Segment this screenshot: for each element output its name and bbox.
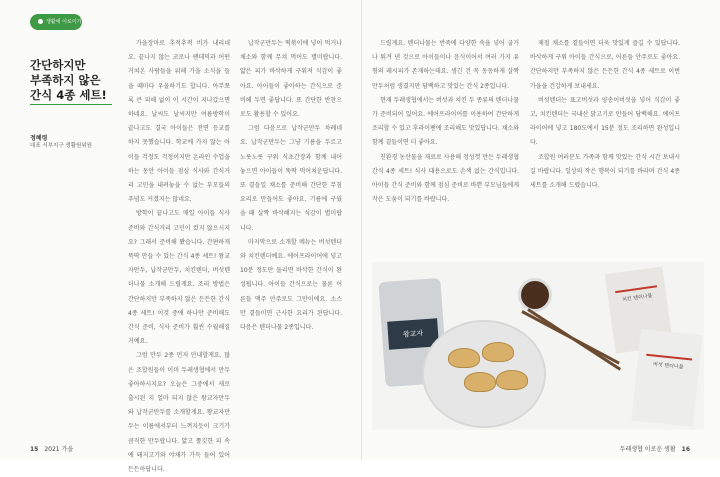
title-line-2: 부족하지 않은 xyxy=(30,73,101,87)
paragraph: 버섯텐더는 표고버섯과 양송이버섯을 넣어 식감이 좋고, 치킨텐더는 국내산 닭고기로 만들어 담백해요. 에어프라이어에 넣고 180도에서 15분 정도 조리하면 완성입니다. xyxy=(530,96,680,147)
page-number: 16 xyxy=(681,446,690,453)
article-title xyxy=(30,58,110,103)
dumpling xyxy=(448,348,480,368)
folio-left xyxy=(30,444,73,453)
page-gutter xyxy=(361,0,362,460)
sauce-bowl xyxy=(518,278,552,312)
bullet-icon xyxy=(38,19,43,24)
paragraph: 방학이 끝나고도 매일 아이들 식사 준비와 간식거리 고민이 컸지 않으시지요? 그래서 준비해 봤습니다. 간편하게 뚝딱 만들 수 있는 간식 4종 세트! 왕교자만두, 납작군만두, 치킨텐더, 버섯텐더나물 소개해 드릴게요. 조리 방법은 간단하지만 부족하지 않은 든든한 간식 4종 세트! 이것 중에 하나만 준비해도 간식 준비, 식사 준비가 훨씬 수월해질 거예요. xyxy=(128,210,230,346)
paragraph: 그럼 다음으로 납작군만두 차례네요. 납작군만두는 그냥 기름을 두르고 노릇노릇 구워 식초간장과 함께 내어 놓으면 아이들이 뚝딱 먹어치운답니다. 또 곁들일 채소를 준비해 간단한 무침 요리로 만들어도 좋아요. 기름에 구웠을 때 살짝 바삭해지는 식감이 별미랍니다. xyxy=(240,125,342,232)
paragraph: 가을장마로 추적추적 비가 내리네요. 끝나지 않는 코로나 팬데믹과 어떤 거쳐온 사람들을 위해 가을 소식을 들을 때마다 우울하기도 합니다. 아무쪼록 큰 피해 없이 이 시간이 지나갔으면 하네요. 날씨도 날씨지만 여름방학이 끝나고도 결국 아이들은 전면 등교를 하지 못했습니다. 학교에 가지 않는 아이들 걱정도 걱정이지만 온라인 수업을 하는 동안 아이들 점심 식사와 간식거리 고민을 내려놓을 수 없는 부모들의 푸념도 커졌지는 않네요. xyxy=(128,40,230,204)
folio-right xyxy=(620,444,690,453)
title-underline xyxy=(30,104,112,105)
mushroom-tender-package xyxy=(631,329,702,427)
paragraph: 조합원 여러분도 가족과 함께 맛있는 간식 시간 보내시길 바랍니다. 일상의 작은 행복이 되기를 바라며 간식 4종 세트를 소개해 드렸습니다. xyxy=(530,153,680,190)
brand-label: 두레생협 이로운 생활 xyxy=(619,446,676,453)
product-photo xyxy=(372,262,704,430)
page-number: 15 xyxy=(30,446,39,453)
paragraph: 그럼 만두 2종 먼저 안내할게요. 많은 조합원들이 이미 두레생협에서 만두 좋아하시지요? 오늘은 그중에서 새로 출시된 지 얼마 되지 않은 왕교자만두와 납작군만두를 소개할게요. 왕교자만두는 이름에서부터 느껴지듯이 크기가 큼직한 만두랍니다. 얇고 쫄깃한 피 속에 돼지고기와 야채가 가득 들어 있어 든든하답니다. xyxy=(128,352,230,474)
section-label: 생활에 이로이기 xyxy=(46,19,82,25)
body-column-2 xyxy=(240,37,342,435)
package-label: 버섯 텐더나물 xyxy=(645,354,693,377)
dumpling xyxy=(482,342,514,362)
paragraph: 마지막으로 소개할 메뉴는 버섯텐더와 치킨텐더예요. 에어프라이어에 넣고 10분 정도만 돌리면 바삭한 간식이 완성됩니다. 아이들 간식으로는 물론 어른들 맥주 안주로도 그만이에요. 소스만 곁들이면 근사한 요리가 된답니다. 다음은 텐더나물 2종입니다. xyxy=(240,238,342,332)
author-name: 정혜령 xyxy=(30,135,48,142)
package-label: 치킨 텐더나물 xyxy=(615,285,659,309)
author-org: 대표 서부지구 생활원위원 xyxy=(30,143,92,149)
body-column-3 xyxy=(372,37,519,253)
dumpling xyxy=(464,372,496,392)
paragraph: 드릴게요. 텐더나물는 반죽에 다양한 속을 넣어 굽거나 튀겨 낸 것으로 아이들이나 음식이어서 여러 가지 유형의 레시피가 존재하는데요. 생긴 건 꼭 동동하게 살짝 만두처럼 생겼지만 담백하고 맛있는 간식 2종입니다. xyxy=(372,40,519,90)
issue-label: 2021 가을 xyxy=(44,446,74,453)
title-line-3: 간식 4종 세트! xyxy=(30,88,107,102)
body-column-1 xyxy=(128,37,230,474)
title-line-1: 간단하지만 xyxy=(30,58,86,72)
paragraph: 친환경 농산물을 재료로 사용해 정성껏 만든 두레생협 간식 4종 세트! 식사 대용으로도 손색 없는 간식입니다. 아이들 간식 준비와 함께 점심 준비로 바쁜 부모님들에게 작은 도움이 되기를 바랍니다. xyxy=(372,153,519,204)
paragraph: 제철 채소를 곁들이면 더욱 맛있게 즐길 수 있답니다. 바삭하게 구워 아이들 간식으로, 어른들 안주로도 좋아요. 간단하지만 부족하지 않은 든든한 간식 4종 세트로 이번 가을을 건강하게 보내세요. xyxy=(530,40,680,90)
paragraph: 납작군만두는 떡볶이에 넣어 먹거나 채소와 함께 무쳐 먹어도 별미랍니다. 얇은 피가 바삭하게 구워져 식감이 좋아요. 아이들이 좋아하는 간식으로 준비해 두면 좋답니다. 또 간단한 반찬으로도 활용할 수 있어요. xyxy=(240,40,342,119)
paragraph: 현재 두레생협에서는 버섯과 치킨 두 종류의 텐더나물가 준비되어 있어요. 에어프라이어를 이용하여 간단하게 조리할 수 있고 후라이팬에 조리해도 맛있답니다. 채소와 함께 곁들이면 더 좋아요. xyxy=(372,96,519,147)
section-tab xyxy=(30,14,82,30)
body-column-4 xyxy=(530,37,680,253)
dumpling xyxy=(496,370,528,390)
package-label: 왕교자 xyxy=(387,318,439,349)
